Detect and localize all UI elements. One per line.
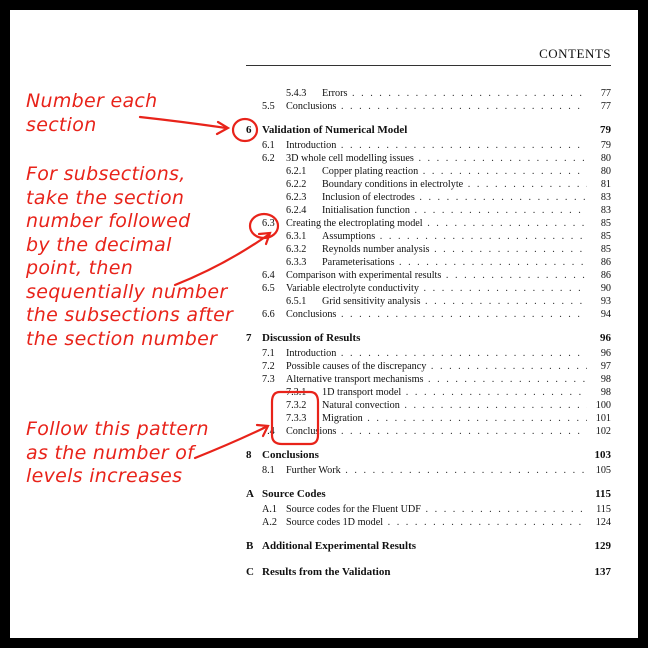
annotation-line: section: [26, 113, 97, 136]
toc-entry-title: Reynolds number analysis . . .: [322, 243, 587, 256]
annotation-subsections: [26, 163, 233, 351]
toc-entry-title: Boundary conditions in electrolyte . . .: [322, 178, 587, 191]
page-header-title: CONTENTS: [539, 46, 611, 61]
toc-entry-number: C: [246, 566, 254, 578]
toc-entry[interactable]: [246, 373, 611, 386]
toc-entry-number: 8.1: [262, 465, 275, 476]
toc-entry[interactable]: [246, 566, 611, 579]
toc-entry-number: B: [246, 540, 254, 552]
toc-entry[interactable]: [246, 165, 611, 178]
toc-entry[interactable]: [246, 152, 611, 165]
toc-entry[interactable]: [246, 425, 611, 438]
toc-entry-title: Conclusions: [262, 449, 319, 461]
toc-entry-page: 97: [598, 360, 611, 373]
toc-entry-number: 6.4: [262, 270, 275, 281]
toc-entry-page: 77: [598, 100, 611, 113]
toc-entry-page: 85: [598, 243, 611, 256]
toc-entry[interactable]: [246, 282, 611, 295]
toc-entry-title: Source Codes: [262, 488, 326, 500]
toc-entry-number: 5.5: [262, 101, 275, 112]
toc-entry-title: Discussion of Results: [262, 332, 361, 344]
toc-entry-page: 77: [598, 87, 611, 100]
toc-entry-page: 115: [593, 503, 611, 516]
toc-entry-title: Inclusion of electrodes . . .: [322, 191, 587, 204]
toc-entry-title: Introduction . . .: [286, 139, 587, 152]
arrow-head: [217, 122, 228, 134]
toc-entry-title: Introduction . . .: [286, 347, 587, 360]
toc-entry[interactable]: [246, 100, 611, 113]
toc-entry[interactable]: [246, 386, 611, 399]
toc-entry-number: 6.2: [262, 153, 275, 164]
toc-entry[interactable]: [246, 332, 611, 345]
toc-entry-number: 6.5: [262, 283, 275, 294]
toc-entry-title: Results from the Validation: [262, 566, 391, 578]
toc-entry-title: Source codes 1D model . . .: [286, 516, 587, 529]
toc-entry-page: 124: [593, 516, 611, 529]
annotation-line: the subsections after: [26, 304, 234, 326]
toc-entry-title: Conclusions . . .: [286, 425, 587, 438]
toc-entry-page: 102: [593, 425, 611, 438]
toc-entry[interactable]: [246, 139, 611, 152]
toc-entry[interactable]: [246, 516, 611, 529]
toc-entry-number: 6.2.3: [286, 192, 307, 203]
toc-entry-title: Creating the electroplating model . . .: [286, 217, 587, 230]
annotation-line: take the section: [26, 186, 185, 209]
toc-entry-page: 137: [592, 566, 612, 579]
toc-entry-number: 6.3.3: [286, 257, 307, 268]
toc-entry-page: 80: [598, 165, 611, 178]
toc-entry-number: 5.4.3: [286, 88, 307, 99]
toc-entry-title: Possible causes of the discrepancy . . .: [286, 360, 587, 373]
toc-entry-page: 79: [597, 124, 611, 137]
toc-entry-number: A.1: [262, 504, 277, 515]
toc-entry-title: Further Work . . .: [286, 464, 587, 477]
toc-entry-number: 7.3: [262, 374, 275, 385]
toc-entry[interactable]: [246, 464, 611, 477]
toc-entry-title: Additional Experimental Results: [262, 540, 417, 552]
annotation-line: levels increases: [26, 465, 183, 487]
toc-entry-page: 129: [592, 540, 612, 553]
toc-entry-page: 83: [598, 204, 611, 217]
toc-entry-title: Variable electrolyte conductivity . . .: [286, 282, 587, 295]
toc-entry-title: Grid sensitivity analysis . . .: [322, 295, 587, 308]
toc-entry-number: 7.1: [262, 348, 275, 359]
toc-entry-number: 7.3.3: [286, 413, 307, 424]
annotation-line: point, then: [26, 257, 134, 279]
annotation-line: number followed: [26, 210, 191, 232]
toc-entry-page: 85: [598, 217, 611, 230]
toc-entry-page: 103: [592, 449, 612, 462]
toc-entry-page: 98: [598, 373, 611, 386]
toc-entry-title: Migration . . .: [322, 412, 587, 425]
toc-entry[interactable]: [246, 503, 611, 516]
annotation-number-each-section: [26, 90, 158, 137]
toc-entry[interactable]: [246, 347, 611, 360]
toc-entry[interactable]: [246, 124, 611, 137]
toc-entry-title: Copper plating reaction . . .: [322, 165, 587, 178]
toc-entry-title: Source codes for the Fluent UDF . . .: [286, 503, 587, 516]
toc-entry-page: 101: [593, 412, 611, 425]
toc-entry-number: 6.3.2: [286, 244, 307, 255]
toc-entry-page: 85: [598, 230, 611, 243]
toc-entry-title: Conclusions . . .: [286, 308, 587, 321]
toc-entry-number: 6.3: [262, 218, 275, 229]
toc-entry-number: 6.2.2: [286, 179, 307, 190]
toc-entry-number: 6.6: [262, 309, 275, 320]
toc-entry-number: 6.5.1: [286, 296, 307, 307]
toc-entry-number: 6.3.1: [286, 231, 307, 242]
toc-entry[interactable]: [246, 295, 611, 308]
toc-entry-page: 100: [593, 399, 611, 412]
toc-entry[interactable]: [246, 269, 611, 282]
toc-entry[interactable]: [246, 540, 611, 553]
toc-entry[interactable]: [246, 178, 611, 191]
toc-entry-number: 6.2.1: [286, 166, 307, 177]
toc-entry-title: 1D transport model . . .: [322, 386, 587, 399]
toc-entry-title: Assumptions . . .: [322, 230, 587, 243]
toc-entry[interactable]: [246, 308, 611, 321]
toc-entry-number: 6: [246, 124, 252, 136]
toc-entry-page: 94: [598, 308, 611, 321]
toc-entry[interactable]: [246, 360, 611, 373]
toc-entry-page: 86: [598, 269, 611, 282]
toc-entry-page: 79: [598, 139, 611, 152]
toc-entry-page: 81: [598, 178, 611, 191]
toc-entry-number: 6.2.4: [286, 205, 307, 216]
annotation-line: as the number of: [26, 441, 195, 464]
toc-entry-page: 115: [592, 488, 611, 501]
toc-entry[interactable]: [246, 488, 611, 501]
toc-entry-number: 8: [246, 449, 252, 461]
toc-entry-title: Parameterisations . . .: [322, 256, 587, 269]
annotation-line: the section number: [26, 327, 218, 350]
toc-entry-number: 7.3.2: [286, 400, 307, 411]
toc-entry[interactable]: [246, 399, 611, 412]
toc-entry-page: 90: [598, 282, 611, 295]
toc-entry-page: 98: [598, 386, 611, 399]
header-rule: [246, 65, 611, 66]
toc-entry[interactable]: [246, 230, 611, 243]
toc-entry[interactable]: [246, 217, 611, 230]
annotation-line: by the decimal: [26, 233, 172, 256]
annotation-follow-pattern: [26, 418, 209, 489]
toc-entry-number: 6.1: [262, 140, 275, 151]
toc-entry-page: 93: [598, 295, 611, 308]
toc-entry[interactable]: [246, 256, 611, 269]
toc-entry-page: 96: [598, 347, 611, 360]
toc-entry-number: 7.2: [262, 361, 275, 372]
toc-entry-title: Initialisation function . . .: [322, 204, 587, 217]
toc-entry-number: 7: [246, 332, 252, 344]
annotation-line: Follow this pattern: [26, 418, 209, 440]
toc-entry-page: 80: [598, 152, 611, 165]
annotation-line: Number each: [26, 90, 158, 112]
document-page: [10, 10, 638, 638]
toc-entry[interactable]: [246, 204, 611, 217]
toc-entry-title: Conclusions . . .: [286, 100, 587, 113]
toc-entry[interactable]: [246, 87, 611, 100]
toc-entry-title: Errors . . .: [322, 87, 587, 100]
toc-entry[interactable]: [246, 191, 611, 204]
toc-entry[interactable]: [246, 449, 611, 462]
annotation-line: sequentially number: [26, 280, 228, 303]
toc-entry-title: 3D whole cell modelling issues . . .: [286, 152, 587, 165]
toc-entry-number: A.2: [262, 517, 277, 528]
toc-entry-page: 83: [598, 191, 611, 204]
toc-entry-page: 105: [593, 464, 611, 477]
toc-entry[interactable]: [246, 412, 611, 425]
toc-entry[interactable]: [246, 243, 611, 256]
toc-entry-title: Alternative transport mechanisms . . .: [286, 373, 587, 386]
toc-entry-number: 7.3.1: [286, 387, 307, 398]
toc-entry-number: A: [246, 488, 254, 500]
annotation-line: For subsections,: [26, 163, 186, 185]
toc-entry-page: 96: [597, 332, 611, 345]
toc-entry-title: Natural convection . . .: [322, 399, 587, 412]
toc-entry-number: 7.4: [262, 426, 275, 437]
toc-entry-title: Comparison with experimental results . . .: [286, 269, 587, 282]
toc-entry-page: 86: [598, 256, 611, 269]
toc-entry-title: Validation of Numerical Model: [262, 124, 408, 136]
